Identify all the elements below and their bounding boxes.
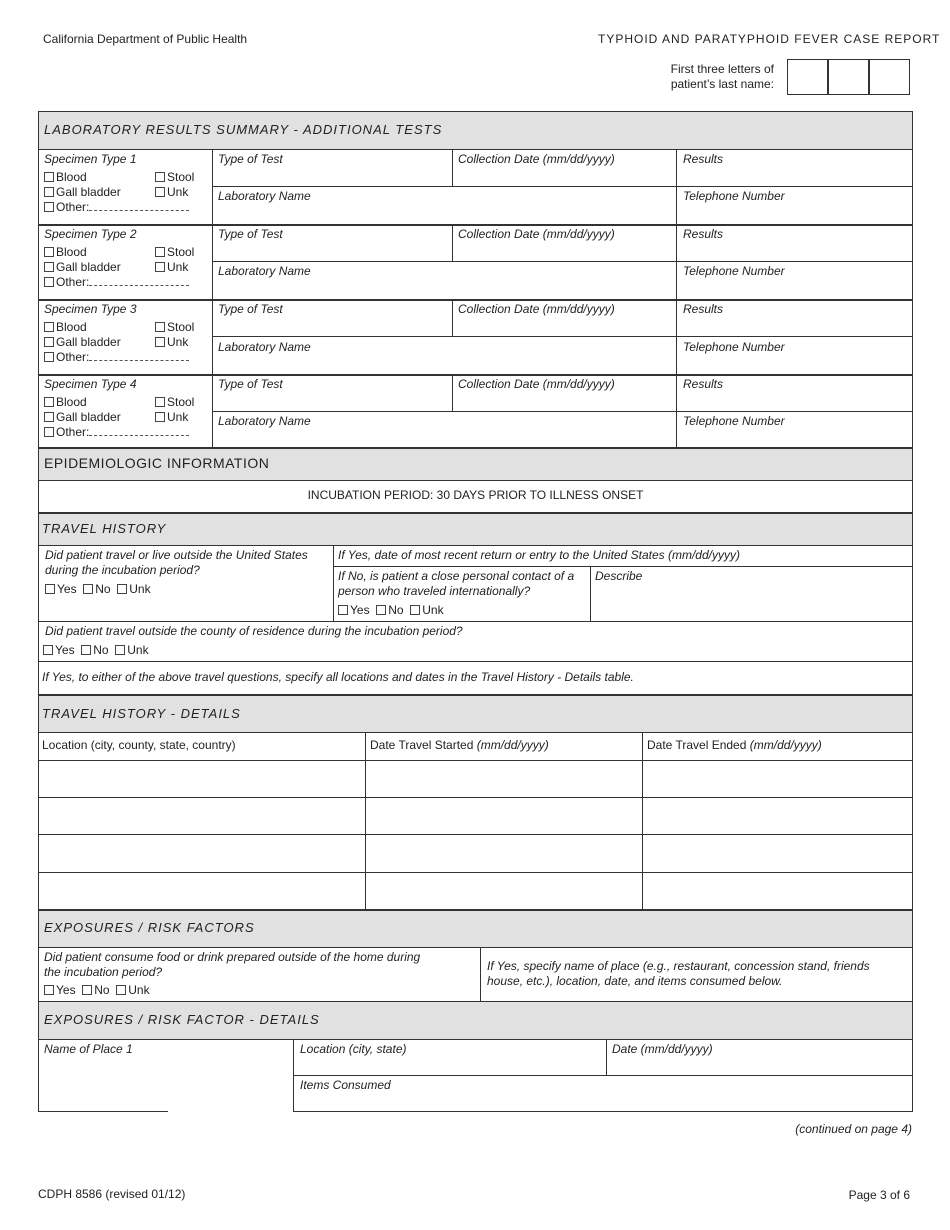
travel-row-1-started[interactable] [366,761,641,796]
specimen2-blood-checkbox[interactable]: Blood [44,245,87,260]
travel-county-options[interactable]: Yes No Unk [43,643,149,658]
travel-outside-us-options[interactable]: Yes No Unk [45,582,151,597]
col-location-header: Location (city, county, state, country) [42,738,236,752]
specimen-type-1-label: Specimen Type 1 [44,152,137,166]
travel-table [38,513,913,695]
specimen3-other-field[interactable]: Other: [44,350,189,365]
outside-food-followup-line1: If Yes, specify name of place (e.g., restaurant, concession stand, friends [487,959,870,973]
results-label: Results [683,152,724,166]
travel-row-3-location[interactable] [39,835,364,871]
describe-label: Describe [595,569,643,583]
specimen1-blood-checkbox[interactable]: Blood [44,170,87,185]
specimen3-blood-checkbox[interactable]: Blood [44,320,87,335]
initials-label-line2: patient’s last name: [670,77,774,91]
results-label: Results [683,302,724,316]
page-number: Page 3 of 6 [848,1188,910,1202]
travel-row-3-started[interactable] [366,835,641,871]
specimen4-stool-checkbox[interactable]: Stool [155,395,194,410]
results-label: Results [683,377,724,391]
agency-name: California Department of Public Health [43,32,248,46]
specimen2-gallbladder-checkbox[interactable]: Gall bladder [44,260,121,275]
travel-row-2-ended[interactable] [643,798,911,833]
telephone-label: Telephone Number [683,264,785,278]
type-of-test-label: Type of Test [218,227,283,241]
collection-date-label: Collection Date (mm/dd/yyyy) [458,377,615,391]
travel-row-4-started[interactable] [366,873,641,909]
travel-row-2-location[interactable] [39,798,364,833]
outside-food-question-line1: Did patient consume food or drink prepared outside of the home during [44,950,421,964]
place-location-label: Location (city, state) [300,1042,407,1056]
travel-outside-us-question-line1: Did patient travel or live outside the United States [45,548,308,562]
close-contact-question [338,569,574,599]
specimen1-unk-checkbox[interactable]: Unk [155,185,188,200]
exposures-title: EXPOSURES / RISK FACTORS [44,920,255,935]
specimen3-stool-checkbox[interactable]: Stool [155,320,194,335]
specimen3-unk-checkbox[interactable]: Unk [155,335,188,350]
travel-section-title: TRAVEL HISTORY [42,521,167,536]
initials-label-line1: First three letters of [670,62,774,76]
return-date-label: If Yes, date of most recent return or entry to the United States (mm/dd/yyyy) [338,548,740,562]
type-of-test-label: Type of Test [218,377,283,391]
initials-box-3[interactable] [869,59,910,95]
travel-details-title: TRAVEL HISTORY - DETAILS [42,706,241,721]
close-contact-question-line2: person who traveled internationally? [338,584,531,598]
telephone-label: Telephone Number [683,340,785,354]
specimen4-unk-checkbox[interactable]: Unk [155,410,188,425]
travel-row-4-location[interactable] [39,873,364,909]
travel-county-question: Did patient travel outside the county of residence during the incubation period? [45,624,463,638]
specimen3-gallbladder-checkbox[interactable]: Gall bladder [44,335,121,350]
travel-outside-us-question [45,548,308,578]
laboratory-name-label: Laboratory Name [218,414,311,428]
laboratory-name-label: Laboratory Name [218,340,311,354]
collection-date-label: Collection Date (mm/dd/yyyy) [458,227,615,241]
specimen4-other-field[interactable]: Other: [44,425,189,440]
initials-box-1[interactable] [787,59,828,95]
specimen4-gallbladder-checkbox[interactable]: Gall bladder [44,410,121,425]
travel-row-4-ended[interactable] [643,873,911,909]
place-date-label: Date (mm/dd/yyyy) [612,1042,713,1056]
specimen2-stool-checkbox[interactable]: Stool [155,245,194,260]
laboratory-name-label: Laboratory Name [218,264,311,278]
initials-box-2[interactable] [828,59,869,95]
epi-section-title: EPIDEMIOLOGIC INFORMATION [44,455,270,471]
specimen4-blood-checkbox[interactable]: Blood [44,395,87,410]
telephone-label: Telephone Number [683,414,785,428]
col-ended-header: Date Travel Ended (mm/dd/yyyy) [647,738,822,752]
continued-note: (continued on page 4) [795,1122,912,1136]
specimen1-other-field[interactable]: Other: [44,200,189,215]
specimen1-gallbladder-checkbox[interactable]: Gall bladder [44,185,121,200]
type-of-test-label: Type of Test [218,302,283,316]
collection-date-label: Collection Date (mm/dd/yyyy) [458,302,615,316]
travel-row-2-started[interactable] [366,798,641,833]
col-started-header: Date Travel Started (mm/dd/yyyy) [370,738,549,752]
specimen2-other-field[interactable]: Other: [44,275,189,290]
travel-note: If Yes, to either of the above travel questions, specify all locations and dates in the Travel History - Details table. [42,670,634,684]
travel-outside-us-question-line2: during the incubation period? [45,563,200,577]
collection-date-label: Collection Date (mm/dd/yyyy) [458,152,615,166]
initials-label [650,62,774,92]
specimen2-unk-checkbox[interactable]: Unk [155,260,188,275]
form-id: CDPH 8586 (revised 01/12) [38,1187,186,1201]
report-title: TYPHOID AND PARATYPHOID FEVER CASE REPORT [598,32,941,46]
outside-food-question-line2: the incubation period? [44,965,163,979]
outside-food-question [44,950,420,980]
specimen-type-3-label: Specimen Type 3 [44,302,137,316]
close-contact-options[interactable]: Yes No Unk [338,603,444,618]
laboratory-name-label: Laboratory Name [218,189,311,203]
telephone-label: Telephone Number [683,189,785,203]
items-consumed-label: Items Consumed [300,1078,391,1092]
incubation-period: INCUBATION PERIOD: 30 DAYS PRIOR TO ILLNESS ONSET [307,488,644,502]
exposure-details-title: EXPOSURES / RISK FACTOR - DETAILS [44,1012,320,1027]
close-contact-question-line1: If No, is patient a close personal contact of a [338,569,575,583]
specimen-type-4-label: Specimen Type 4 [44,377,137,391]
outside-food-followup-line2: house, etc.), location, date, and items consumed below. [487,974,783,988]
travel-row-1-ended[interactable] [643,761,911,796]
travel-row-3-ended[interactable] [643,835,911,871]
type-of-test-label: Type of Test [218,152,283,166]
lab-section-title: LABORATORY RESULTS SUMMARY - ADDITIONAL TESTS [44,122,443,137]
outside-food-followup [487,959,870,989]
specimen1-stool-checkbox[interactable]: Stool [155,170,194,185]
results-label: Results [683,227,724,241]
place-name-label: Name of Place 1 [44,1042,133,1056]
travel-row-1-location[interactable] [39,761,364,796]
outside-food-options[interactable]: Yes No Unk [44,983,150,998]
specimen-type-2-label: Specimen Type 2 [44,227,137,241]
